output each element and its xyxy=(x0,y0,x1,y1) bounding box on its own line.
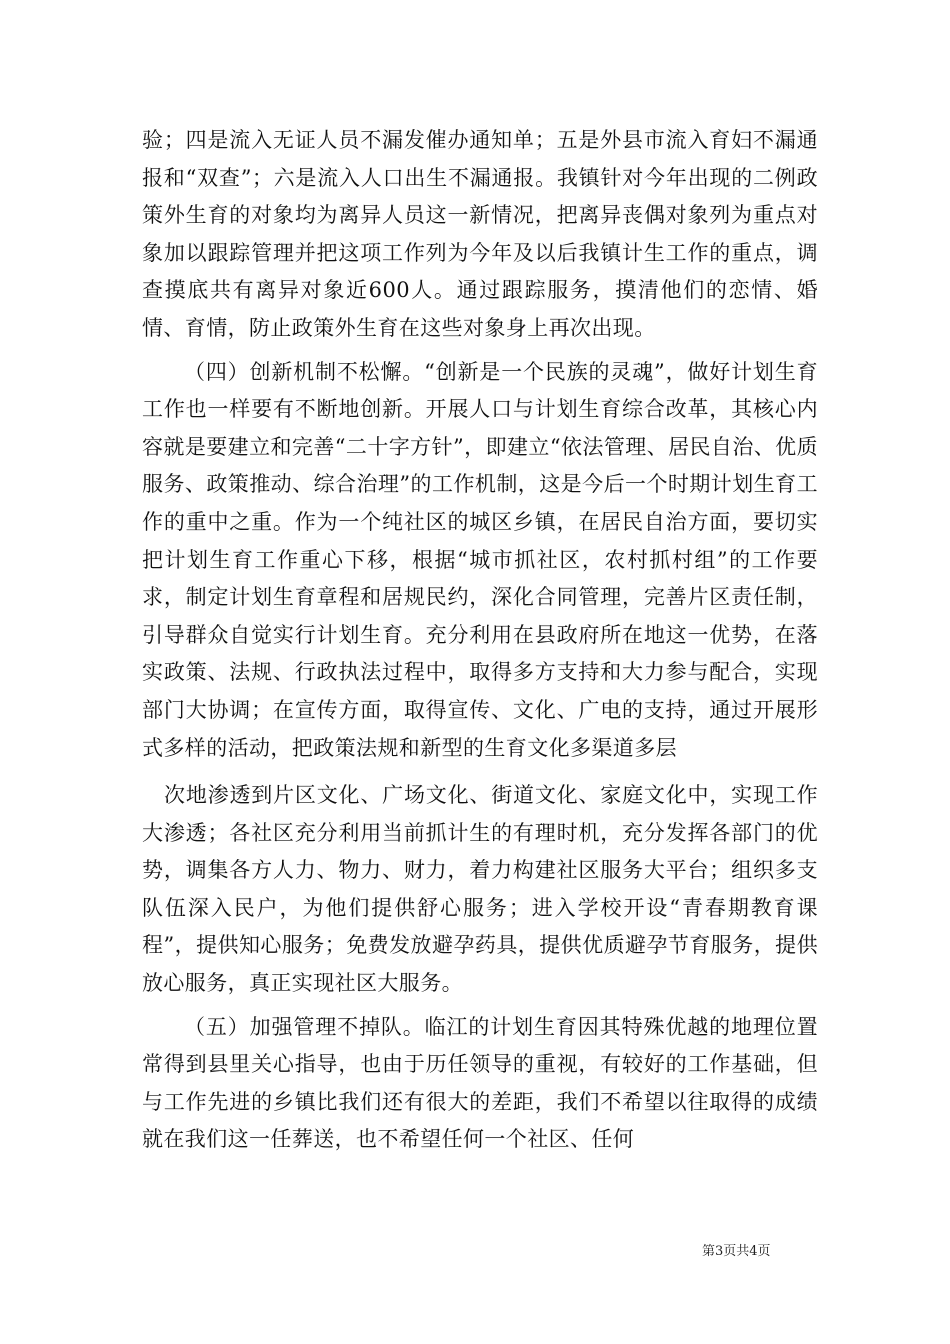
paragraph-strengthen-management: （五）加强管理不掉队。临江的计划生育因其特殊优越的地理位置常得到县里关心指导，也由于历任领导的重视，有较好的工作基础，但与工作先进的乡镇比我们还有很大的差距，我们不希望以往取得的成绩就在我们这一任葬送，也不希望任何一个社区、任何 xyxy=(142,1014,818,1152)
page-number: 第3页共4页 xyxy=(702,1244,771,1259)
document-body xyxy=(142,122,818,1159)
paragraph-community-service: 次地渗透到片区文化、广场文化、街道文化、家庭文化中，实现工作大渗透；各社区充分利用当前抓计生的有理时机，充分发挥各部门的优势，调集各方人力、物力、财力，着力构建社区服务大平台；组织多支队伍深入民户，为他们提供舒心服务；进入学校开设“青春期教育课程”，提供知心服务；免费发放避孕药具，提供优质避孕节育服务，提供放心服务，真正实现社区大服务。 xyxy=(142,783,818,996)
paragraph-continued: 验；四是流入无证人员不漏发催办通知单；五是外县市流入育妇不漏通报和“双查”；六是流入人口出生不漏通报。我镇针对今年出现的二例政策外生育的对象均为离异人员这一新情况，把离异丧偶对象列为重点对象加以跟踪管理并把这项工作列为今年及以后我镇计生工作的重点，调查摸底共有离异对象近600人。通过跟踪服务，摸清他们的恋情、婚情、育情，防止政策外生育在这些对象身上再次出现。 xyxy=(142,128,818,340)
paragraph-innovation-mechanism: （四）创新机制不松懈。“创新是一个民族的灵魂”，做好计划生育工作也一样要有不断地创新。开展人口与计划生育综合改革，其核心内容就是要建立和完善“二十字方针”，即建立“依法管理、居民自治、优质服务、政策推动、综合治理”的工作机制，这是今后一个时期计划生育工作的重中之重。作为一个纯社区的城区乡镇，在居民自治方面，要切实把计划生育工作重心下移，根据“城市抓社区，农村抓村组”的工作要求，制定计划生育章程和居规民约，深化合同管理，完善片区责任制，引导群众自觉实行计划生育。充分利用在县政府所在地这一优势，在落实政策、法规、行政执法过程中，取得多方支持和大力参与配合，实现部门大协调；在宣传方面，取得宣传、文化、广电的支持，通过开展形式多样的活动，把政策法规和新型的生育文化多渠道多层 xyxy=(142,359,818,760)
